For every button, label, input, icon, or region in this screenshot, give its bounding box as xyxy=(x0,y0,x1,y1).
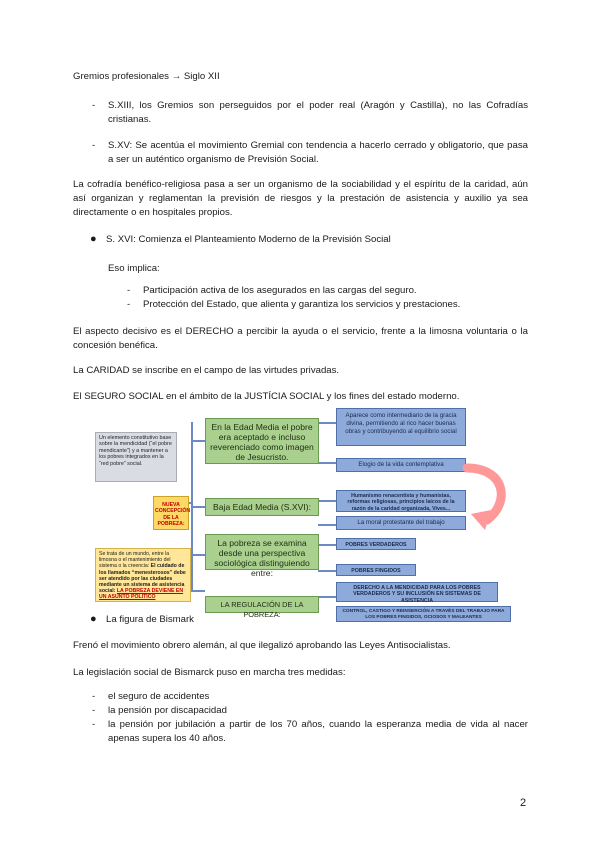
connector-line xyxy=(318,570,336,572)
bullet-dot: ● xyxy=(90,233,97,245)
mendicidad-box: Un elemento constitutivo base sobre la mendicidad (“el pobre mendicante”) y a mantener a los pobres integrados en la “red pobre” social. xyxy=(95,432,177,482)
dash-marker: - xyxy=(127,285,131,296)
perspectiva-sociologica-box: La pobreza se examina desde una perspectiva sociológica distinguiendo entre: xyxy=(205,534,319,570)
curved-arrow-icon xyxy=(465,462,515,532)
list-item-text: la pensión por discapacidad xyxy=(108,705,227,716)
connector-line xyxy=(318,422,336,424)
connector-line xyxy=(318,500,336,502)
vida-contemplativa-box: Elogio de la vida contemplativa xyxy=(336,458,466,472)
list-item xyxy=(92,718,528,748)
list-item-text: el seguro de accidentes xyxy=(108,691,210,702)
connector-line xyxy=(318,596,336,598)
connector-line xyxy=(318,462,336,464)
control-castigo-box: CONTROL, CASTIGO Y REINSERCIÓN A TRAVÉS DEL TRABAJO PARA LOS POBRES FINGIDOS, OCIOSOS Y MALEANTES xyxy=(336,606,511,622)
yellow-intro-text: Se trata de un mundo, entre la limosna o el mantenimiento del sistema o la creencia: xyxy=(99,551,171,570)
list-item-text: S.XV: Se acentúa el movimiento Gremial con tendencia a hacerlo cerrado y obligatorio, que pasa a ser un auténtico organismo de Previsión Social. xyxy=(108,140,528,165)
list-item-text: Participación activa de los asegurados en las cargas del seguro. xyxy=(143,285,417,296)
cofradia-paragraph: La cofradía benéfico-religiosa pasa a ser un organismo de la sociabilidad y el espíritu de la caridad, aún así organizan y reglamentan la previsión de riesgos y la prestación de asistencia y auxilio ya sea directamente o en hospitales propios. xyxy=(73,179,528,218)
derecho-mendicidad-box: DERECHO A LA MENDICIDAD PARA LOS POBRES VERDADEROS Y SU INCLUSIÓN EN SISTEMAS DE ASISTENCIA xyxy=(336,582,498,602)
bullet-dot: ● xyxy=(90,613,97,625)
list-item-text: la pensión por jubilación a partir de los 70 años, cuando la esperanza media de vida al nacer apenas supera los 40 años. xyxy=(108,719,528,744)
connector-line xyxy=(318,524,336,526)
baja-edad-media-box: Baja Edad Media (S.XVI): xyxy=(205,498,319,516)
regulacion-pobreza-box: LA REGULACIÓN DE LA POBREZA: xyxy=(205,596,319,613)
caridad-paragraph: La CARIDAD se inscribe en el campo de las virtudes privadas. xyxy=(73,365,340,376)
dash-marker: - xyxy=(92,140,96,151)
dash-marker: - xyxy=(92,705,96,716)
dash-marker: - xyxy=(92,100,96,111)
yellow-bold-text: El cuidado de los llamados “menesterosos” debe ser atendido por las ciudades mediante un sistema de asistencia social: xyxy=(99,563,186,595)
intermediario-box: Aparece como intermediario de la gracia divina, permitiendo al rico hacer buenas obras y contribuyendo al equilibrio social xyxy=(336,408,466,446)
connector-line xyxy=(318,544,336,546)
derecho-paragraph: El aspecto decisivo es el DERECHO a percibir la ayuda o el servicio, frente a la limosna voluntaria o la concesión benéfica. xyxy=(73,326,528,351)
section-heading: Gremios profesionales → Siglo XII xyxy=(73,71,220,82)
connector-line xyxy=(191,506,205,508)
seguro-paragraph: El SEGURO SOCIAL en el ámbito de la JUSTÍCIA SOCIAL y los fines del estado moderno. xyxy=(73,391,460,402)
list-item xyxy=(92,99,528,129)
pobres-verdaderos-box: POBRES VERDADEROS xyxy=(336,538,416,550)
list-item-text: S.XIII, los Gremios son perseguidos por el poder real (Aragón y Castilla), no las Cofradías cristianas. xyxy=(108,100,528,125)
moral-protestante-box: La moral protestante del trabajo xyxy=(336,516,466,530)
list-item-text: Protección del Estado, que alienta y garantiza los servicios y prestaciones. xyxy=(143,299,461,310)
bullet-text: La figura de Bismark xyxy=(106,614,194,625)
connector-line xyxy=(191,554,205,556)
nueva-concepcion-box: NUEVA CONCEPCIÓN DE LA POBREZA: xyxy=(153,496,189,530)
connector-line xyxy=(191,440,205,442)
dash-marker: - xyxy=(92,691,96,702)
bismark-paragraph: Frenó el movimiento obrero alemán, al que ilegalizó aprobando las Leyes Antisocialistas. xyxy=(73,640,451,651)
page-number: 2 xyxy=(520,797,527,809)
yellow-red-text: LA POBREZA DEVIENE EN UN ASUNTO POLÍTICO xyxy=(99,588,184,601)
dash-marker: - xyxy=(92,719,96,730)
eso-implica-label: Eso implica: xyxy=(108,263,160,274)
connector-line xyxy=(191,590,205,592)
bullet-text: S. XVI: Comienza el Planteamiento Moderno de la Previsión Social xyxy=(106,234,391,245)
dash-marker: - xyxy=(127,299,131,310)
edad-media-box: En la Edad Media el pobre era aceptado e incluso reverenciado como imagen de Jesucristo. xyxy=(205,418,319,464)
humanismo-box: Humanismo renacentista y humanistas, reformas religiosas, principios laicos de la razón de la caridad organizada, Vives... xyxy=(336,490,466,512)
asunto-politico-box xyxy=(95,548,191,602)
list-item xyxy=(92,139,528,169)
pobres-fingidos-box: POBRES FINGIDOS xyxy=(336,564,416,576)
legislacion-paragraph: La legislación social de Bismarck puso en marcha tres medidas: xyxy=(73,667,346,678)
